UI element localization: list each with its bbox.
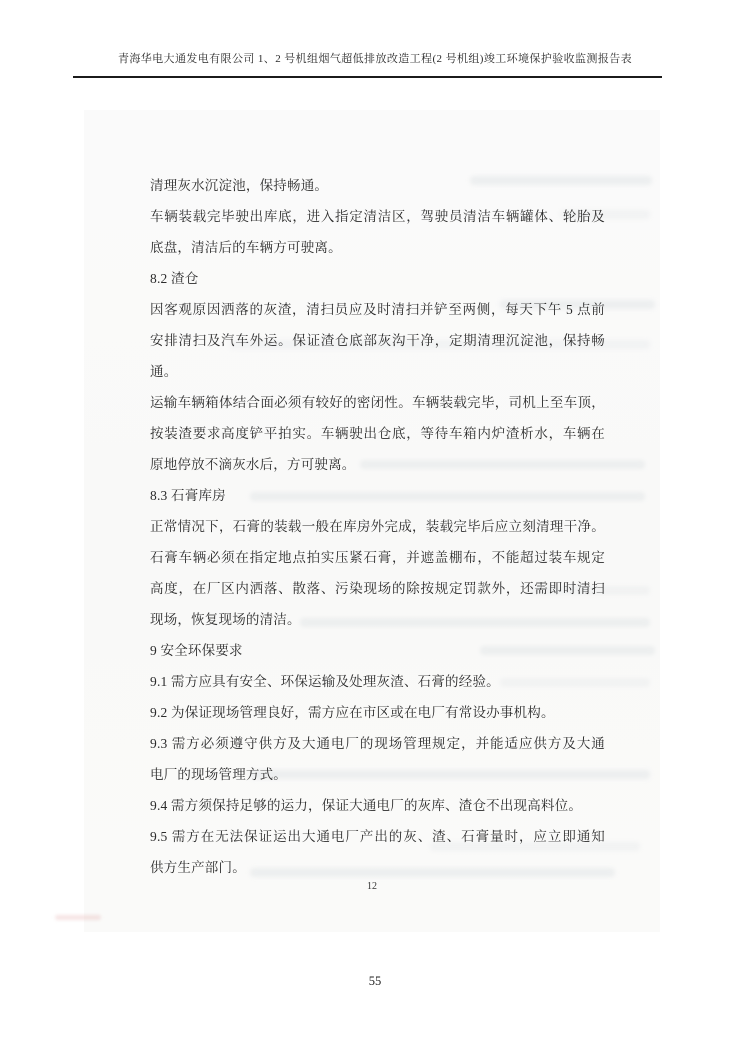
section-heading: 8.2 渣仓	[150, 271, 199, 286]
document-line: 电厂的现场管理方式。	[150, 767, 287, 782]
header-rule	[73, 76, 662, 78]
document-line: 车辆装载完毕驶出库底，进入指定清洁区，驾驶员清洁车辆罐体、轮胎及	[150, 209, 605, 224]
document-body	[150, 170, 605, 883]
document-line: 正常情况下，石膏的装载一般在库房外完成，装载完毕后应立刻清理干净。	[150, 519, 605, 534]
document-line: 按装渣要求高度铲平拍实。车辆驶出仓底，等待车箱内炉渣析水，车辆在	[150, 426, 605, 441]
document-line: 9.3 需方必须遵守供方及大通电厂的现场管理规定，并能适应供方及大通	[150, 736, 605, 751]
document-line: 安排清扫及汽车外运。保证渣仓底部灰沟干净，定期清理沉淀池，保持畅	[150, 333, 605, 348]
document-line: 9.4 需方须保持足够的运力，保证大通电厂的灰库、渣仓不出现高料位。	[150, 798, 583, 813]
document-line: 因客观原因洒落的灰渣，清扫员应及时清扫并铲至两侧，每天下午 5 点前	[150, 302, 605, 317]
section-heading: 9 安全环保要求	[150, 643, 243, 658]
document-line: 现场，恢复现场的清洁。	[150, 612, 301, 627]
document-line: 9.2 为保证现场管理良好，需方应在市区或在电厂有常设办事机构。	[150, 705, 555, 720]
document-line: 9.1 需方应具有安全、环保运输及处理灰渣、石膏的经验。	[150, 674, 500, 689]
document-line: 通。	[150, 364, 178, 379]
document-line: 底盘，清洁后的车辆方可驶离。	[150, 240, 342, 255]
document-line: 9.5 需方在无法保证运出大通电厂产出的灰、渣、石膏量时，应立即通知	[150, 829, 605, 844]
report-page-number: 55	[368, 974, 382, 988]
document-line: 运输车辆箱体结合面必须有较好的密闭性。车辆装载完毕，司机上至车顶，	[150, 395, 605, 410]
document-line: 高度，在厂区内洒落、散落、污染现场的除按规定罚款外，还需即时清扫	[150, 581, 605, 596]
document-line: 供方生产部门。	[150, 860, 246, 875]
scan-smudge-artifact	[55, 915, 101, 920]
document-line: 原地停放不滴灰水后，方可驶离。	[150, 457, 356, 472]
document-line: 石膏车辆必须在指定地点拍实压紧石膏，并遮盖棚布，不能超过装车规定	[150, 550, 605, 565]
running-header-title: 青海华电大通发电有限公司 1、2 号机组烟气超低排放改造工程(2 号机组)竣工环境保护验收监测报告表	[117, 53, 633, 65]
scanned-sheet-page-number: 12	[367, 881, 377, 892]
document-line: 清理灰水沉淀池，保持畅通。	[150, 178, 329, 193]
section-heading: 8.3 石膏库房	[150, 488, 226, 503]
